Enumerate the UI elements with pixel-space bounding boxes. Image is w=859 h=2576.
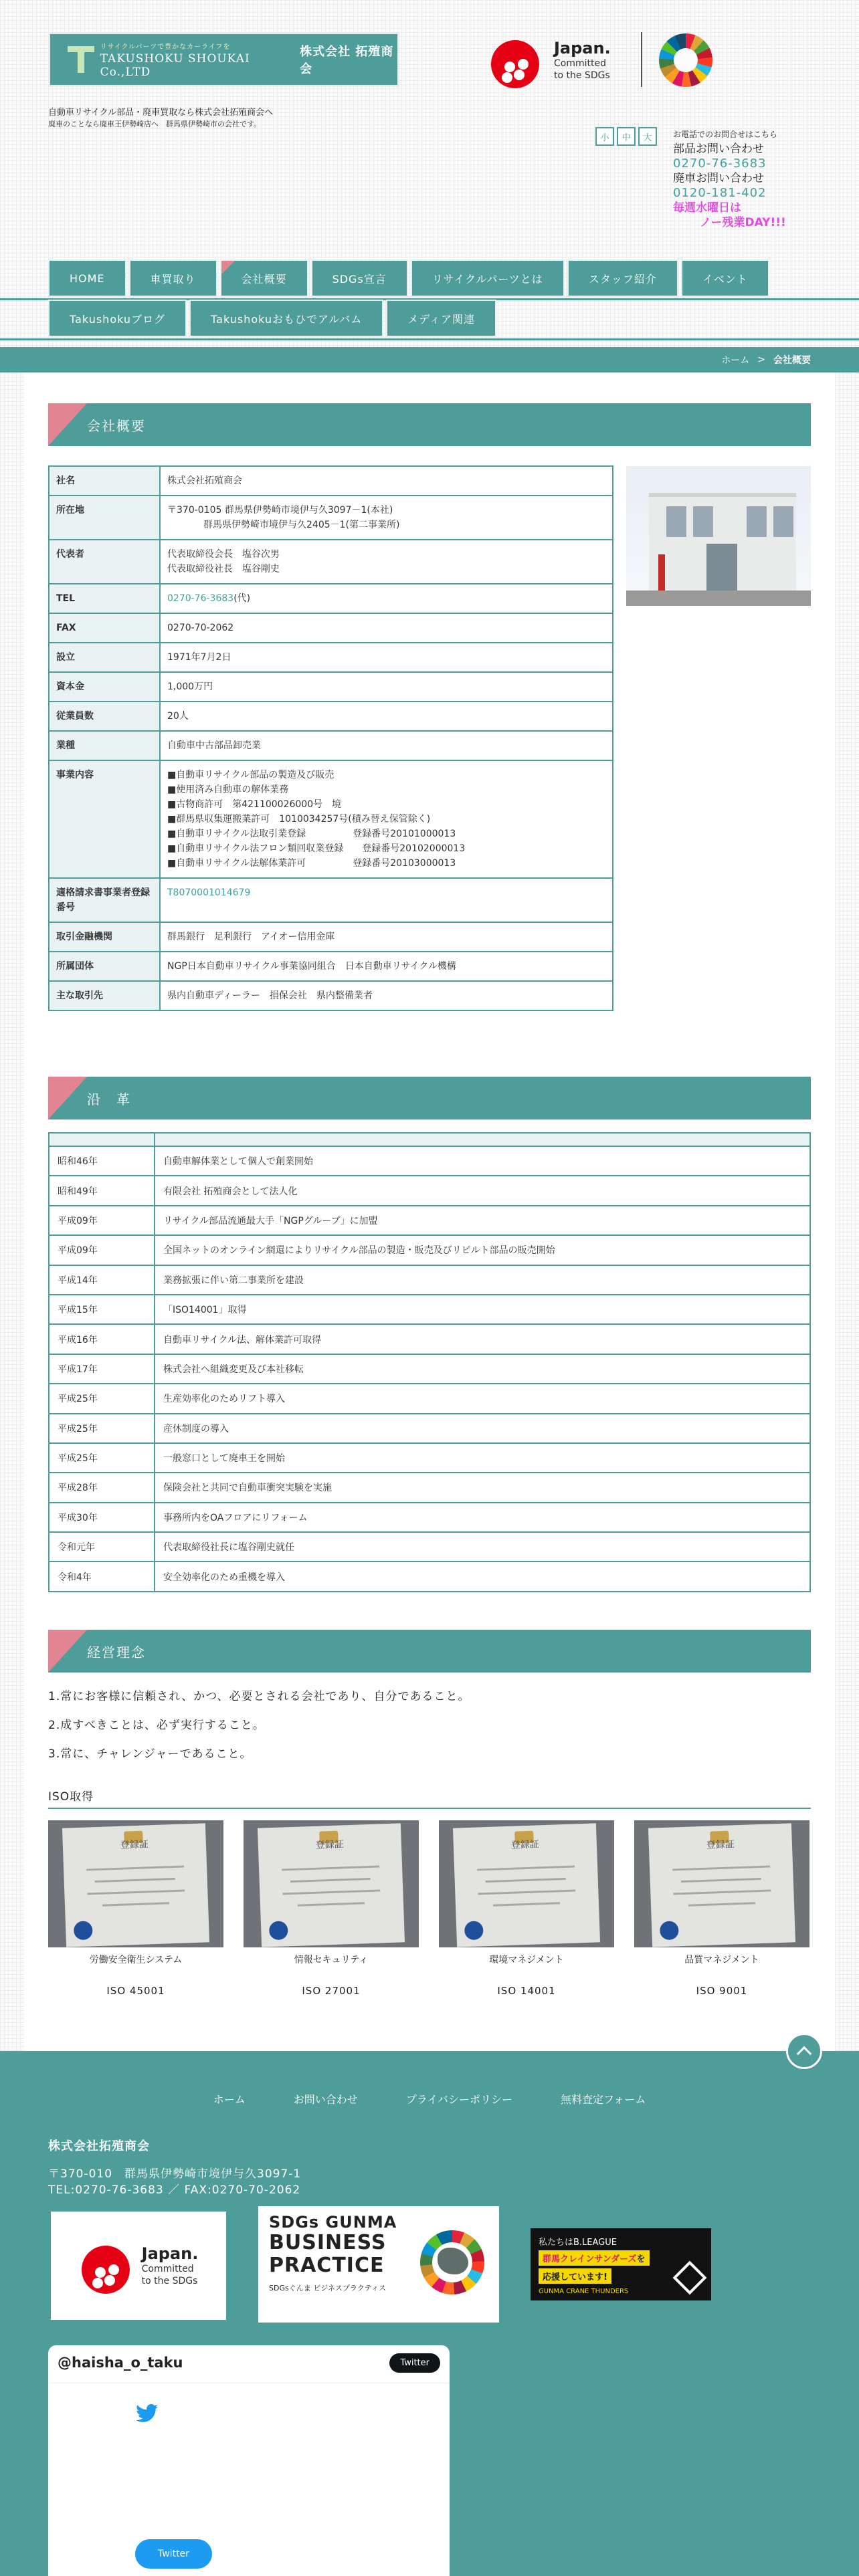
company-value-line: 自動車中古部品卸売業 [167,740,261,751]
nav-media[interactable]: メディア関連 [386,300,496,337]
bleague-line1: 私たちはB.LEAGUE [539,2238,617,2248]
company-row-value [160,584,613,613]
history-row [49,1532,810,1562]
company-row-value [160,952,613,981]
japan-sdgs-badge [488,32,611,88]
sakura-sun-icon [488,32,555,88]
company-row-label: 代表者 [49,540,160,584]
nav-company[interactable]: 会社概要 [220,259,308,297]
history-era: 平成30年 [49,1503,155,1532]
iso-certificate-card[interactable] [634,1820,809,1997]
nav-event[interactable]: イベント [681,259,769,297]
breadcrumb-separator: > [757,354,765,365]
footer-links [0,2091,859,2107]
iso-certificate-title: 登録証 [315,1839,345,1851]
footer-address: 〒370-010 群馬県伊勢崎市境伊与久3097-1 [48,2167,302,2181]
bleague-team-name: 群馬クレインサンダーズ [543,2254,637,2264]
japan-line1: Committed [554,58,606,69]
history-event: 生産効率化のためリフト導入 [155,1384,810,1413]
banner-japan-title: Japan. [141,2244,199,2263]
main-nav-row2 [48,300,496,337]
font-size-medium-button[interactable]: 中 [617,127,636,146]
bleague-support: 応援しています! [539,2268,611,2284]
main-nav-row1 [48,259,769,297]
back-to-top-button[interactable] [786,2033,822,2069]
company-value-line: 0270-70-2062 [167,623,234,633]
japan-sdgs-banner[interactable] [51,2212,226,2320]
footer-link-contact[interactable]: お問い合わせ [293,2093,358,2106]
chevron-up-icon [797,2046,812,2062]
twitter-follow-button[interactable]: Twitter [389,2353,440,2373]
history-era: 平成16年 [49,1324,155,1354]
site-logo[interactable] [48,32,399,87]
company-value-line: 県内自動車ディーラー 損保会社 県内整備業者 [167,990,373,1001]
site-footer [0,2051,859,2576]
history-row [49,1176,810,1205]
company-row-label: 事業内容 [49,760,160,878]
tagline-line1: 自動車リサイクル部品・廃車買取なら株式会社拓殖商会へ [48,108,274,118]
company-row [49,496,613,540]
history-event: 有限会社 拓殖商会として法人化 [155,1176,810,1205]
iso-certificate-title: 登録証 [706,1839,735,1851]
history-era: 平成28年 [49,1473,155,1502]
company-row [49,878,613,922]
logo-english-name: TAKUSHOKU SHOUKAI Co.,LTD [100,51,250,79]
iso-system-name: 情報セキュリティ [294,1955,369,1965]
section-heading-company: 会社概要 [48,403,811,446]
company-value-line: 株式会社拓殖商会 [167,475,242,486]
company-row-label: 従業員数 [49,702,160,731]
history-row [49,1265,810,1295]
logo-t-icon [68,46,92,73]
history-era: 平成09年 [49,1235,155,1265]
company-row-label: 所在地 [49,496,160,540]
iso-system-name: 労働安全衛生システム [89,1955,183,1965]
sdgs-gunma-caption: SDGsぐんま ビジネスプラクティス [269,2284,386,2292]
twitter-handle[interactable]: @haisha_o_taku [58,2355,183,2371]
history-era: 平成25年 [49,1414,155,1443]
company-value-line: ■群馬県収集運搬業許可 1010034257号(積み替え保管除く) [167,814,431,825]
section-heading-philosophy: 経営理念 [48,1630,811,1673]
parts-contact-label: 部品お問い合わせ [673,142,764,156]
company-value-line: 群馬県伊勢崎市境伊与久2405－1(第二事業所) [203,520,400,530]
history-row [49,1384,810,1413]
history-row [49,1473,810,1502]
footer-link-assessment[interactable]: 無料査定フォーム [561,2093,646,2106]
company-row-value [160,496,613,540]
history-event: 株式会社へ組織変更及び本社移転 [155,1354,810,1384]
iso-standard-code: ISO 14001 [497,1985,556,1997]
footer-company-name: 株式会社拓殖商会 [48,2139,150,2153]
company-value-line: ■自動車リサイクル法取引業登録 登録番号20101000013 [167,829,456,839]
history-event: 業務拡張に伴い第二事業所を建設 [155,1265,810,1295]
nav-sdgs[interactable]: SDGs宣言 [311,259,408,297]
company-value-line: 代表取締役会長 塩谷次男 [167,549,280,560]
bleague-caption: GUNMA CRANE THUNDERS [539,2288,629,2295]
history-era: 平成09年 [49,1206,155,1235]
company-value-line: ■自動車リサイクル部品の製造及び販売 [167,770,335,780]
company-row-value [160,731,613,760]
company-row-value [160,702,613,731]
history-era: 平成25年 [49,1443,155,1473]
history-era: 昭和49年 [49,1176,155,1205]
philosophy-item: 2.成すべきことは、必ず実行すること。 [48,1719,265,1732]
twitter-timeline-widget [48,2345,450,2576]
history-row [49,1324,810,1354]
iso-system-name: 品質マネジメント [684,1955,759,1965]
history-row [49,1414,810,1443]
breadcrumb-current: 会社概要 [773,355,811,366]
company-value-line: ■自動車リサイクル法解体業許可 登録番号20103000013 [167,858,456,869]
history-era: 平成14年 [49,1265,155,1295]
footer-link-privacy[interactable]: プライバシーポリシー [405,2093,513,2106]
breadcrumb [0,347,859,372]
history-table [48,1132,811,1592]
company-row-label: FAX [49,613,160,643]
history-row [49,1562,810,1591]
company-building-photo [626,466,811,606]
company-row-value [160,672,613,702]
nav-car-buy[interactable]: 車買取り [129,259,217,297]
company-row-value [160,760,613,878]
history-era: 令和4年 [49,1562,155,1591]
company-row-label: 設立 [49,643,160,672]
company-value-line: 群馬銀行 足利銀行 アイオー信用金庫 [167,932,335,942]
nav-home[interactable]: HOME [48,259,126,297]
company-row-value [160,981,613,1010]
iso-certificate-image [439,1820,614,1947]
iso-standard-code: ISO 27001 [302,1985,361,1997]
company-row [49,540,613,584]
sdgs-gunma-practice: PRACTICE [269,2254,385,2277]
history-era: 令和元年 [49,1532,155,1562]
logo-tagline: リサイクルパーツで豊かなカーライフを [100,43,231,51]
company-row [49,466,613,496]
company-value-line: 20人 [167,711,189,722]
iso-system-name: 環境マネジメント [489,1955,564,1965]
nav-album[interactable]: Takushokuおもひでアルバム [189,300,383,337]
iso-section-title: ISO取得 [48,1787,811,1809]
history-event: 安全効率化のため重機を導入 [155,1562,810,1591]
nav-recycle-parts[interactable]: リサイクルパーツとは [411,259,565,297]
history-era: 昭和46年 [49,1146,155,1176]
company-row-value [160,878,613,922]
sdgs-gunma-banner[interactable] [258,2206,499,2323]
header-contact [673,127,786,230]
contact-intro: お電話でのお問合せはこちら [673,130,778,139]
history-event: 全国ネットのオンライン網還によりリサイクル部品の製造・販売及びリビルト部品の販売開始 [155,1235,810,1265]
history-event: 産休制度の導入 [155,1414,810,1443]
company-row [49,731,613,760]
company-row [49,981,613,1010]
company-row [49,760,613,878]
iso-certificate-image [244,1820,419,1947]
font-size-large-button[interactable]: 大 [638,127,657,146]
iso-certificate-card[interactable] [244,1820,419,1997]
company-value-line: ■古物商許可 第421100026000号 境 [167,799,342,810]
history-event: 代表取締役社長に塩谷剛史就任 [155,1532,810,1562]
history-event: 一般窓口として廃車王を開始 [155,1443,810,1473]
company-value-suffix: (代) [233,593,251,604]
company-row-label: 資本金 [49,672,160,702]
breadcrumb-home[interactable]: ホーム [721,355,750,366]
haisha-phone-link[interactable]: 0120-181-402 [673,186,767,200]
company-value-line[interactable]: T8070001014679 [167,887,251,898]
philosophy-item: 3.常に、チャレンジャーであること。 [48,1747,252,1761]
company-row [49,672,613,702]
iso-certificate-title: 登録証 [510,1839,540,1851]
sdgs-wheel-icon [659,33,712,87]
company-row-label: 主な取引先 [49,981,160,1010]
company-row-label: 所属団体 [49,952,160,981]
iso-standard-code: ISO 9001 [696,1985,748,1997]
company-info-table [48,465,613,1011]
company-value-line: ■自動車リサイクル法フロン類回収業登録 登録番号20102000013 [167,843,466,854]
history-header-row [49,1133,810,1146]
history-row [49,1235,810,1265]
company-value-line[interactable]: 0270-76-3683 [167,593,234,604]
twitter-bird-icon [135,2404,159,2423]
company-row [49,613,613,643]
twitter-view-button[interactable]: Twitter [135,2539,212,2569]
header-tagline [48,107,273,130]
history-row [49,1206,810,1235]
company-row-value [160,540,613,584]
company-row-value [160,613,613,643]
font-size-small-button[interactable]: 小 [595,127,614,146]
iso-certificate-image [48,1820,223,1947]
company-row-label: 業種 [49,731,160,760]
history-event: 事務所内をOAフロアにリフォーム [155,1503,810,1532]
company-row-label: 社名 [49,466,160,496]
company-row [49,584,613,613]
company-row [49,702,613,731]
parts-phone-link[interactable]: 0270-76-3683 [673,156,767,171]
history-era: 平成17年 [49,1354,155,1384]
company-row-label: 取引金融機関 [49,922,160,952]
banner-japan-line1: Committed [141,2264,194,2274]
iso-certificate-card[interactable] [439,1820,614,1997]
history-era: 平成15年 [49,1295,155,1324]
header-divider [641,32,642,87]
company-value-line: ■使用済み自動車の解体業務 [167,784,289,795]
tagline-line2: 廃車のことなら廃車王伊勢崎店へ 群馬県伊勢崎市の会社です。 [48,120,262,128]
bleague-particle: を [636,2254,646,2264]
japan-line2: to the SDGs [554,70,610,81]
iso-standard-code: ISO 45001 [106,1985,165,1997]
footer-tel-fax: TEL:0270-76-3683 ／ FAX:0270-70-2062 [48,2183,301,2197]
no-overtime-note-line1: 毎週水曜日は [673,201,741,215]
philosophy-item: 1.常にお客様に信頼され、かつ、必要とされる会社であり、自分であること。 [48,1690,470,1703]
footer-link-home[interactable]: ホーム [213,2093,246,2106]
history-event: 自動車解体業として個人で創業開始 [155,1146,810,1176]
company-value-line: 〒370-0105 群馬県伊勢崎市境伊与久3097－1(本社) [167,505,393,516]
company-value-line: NGP日本自動車リサイクル事業協同組合 日本自動車リサイクル機構 [167,961,456,972]
history-event: リサイクル部品流通最大手「NGPグループ」に加盟 [155,1206,810,1235]
sakura-sun-icon [79,2238,143,2294]
sdgs-gunma-business: BUSINESS [269,2231,387,2254]
history-event: 「ISO14001」取得 [155,1295,810,1324]
company-value-line: 1971年7月2日 [167,652,231,663]
nav-staff[interactable]: スタッフ紹介 [567,259,678,297]
no-overtime-note-line2: ノー残業DAY!!! [700,216,786,229]
history-event: 保険会社と共同で自動車衝突実験を実施 [155,1473,810,1502]
footer-address-block [48,2166,301,2198]
company-row-value [160,466,613,496]
history-row [49,1354,810,1384]
logo-japanese-name: 株式会社 拓殖商会 [300,45,394,76]
history-row [49,1295,810,1324]
crane-thunders-banner[interactable] [531,2228,711,2300]
history-row [49,1146,810,1176]
iso-certificate-image [634,1820,809,1947]
iso-certificate-title: 登録証 [120,1839,149,1851]
company-row [49,643,613,672]
company-row-value [160,643,613,672]
history-row [49,1503,810,1532]
philosophy-list [48,1683,470,1769]
japan-title: Japan. [554,39,611,58]
iso-certificate-card[interactable] [48,1820,223,1997]
nav-rule-bottom [0,338,859,340]
company-row-label: 適格請求書事業者登録番号 [49,878,160,922]
haisha-contact-label: 廃車お問い合わせ [673,172,764,185]
font-size-control [595,127,657,146]
history-row [49,1443,810,1473]
company-row-label: TEL [49,584,160,613]
company-row [49,952,613,981]
company-row [49,922,613,952]
banner-japan-line2: to the SDGs [141,2276,198,2286]
section-heading-history: 沿 革 [48,1077,811,1119]
company-value-line: 1,000万円 [167,681,213,692]
sdgs-gunma-title: SDGs GUNMA [269,2213,397,2232]
bleague-team-highlight [539,2250,650,2266]
company-row-value [160,922,613,952]
history-event: 自動車リサイクル法、解体業許可取得 [155,1324,810,1354]
history-era: 平成25年 [49,1384,155,1413]
company-value-line: 代表取締役社長 塩谷剛史 [167,564,280,574]
nav-blog[interactable]: Takushokuブログ [48,300,187,337]
